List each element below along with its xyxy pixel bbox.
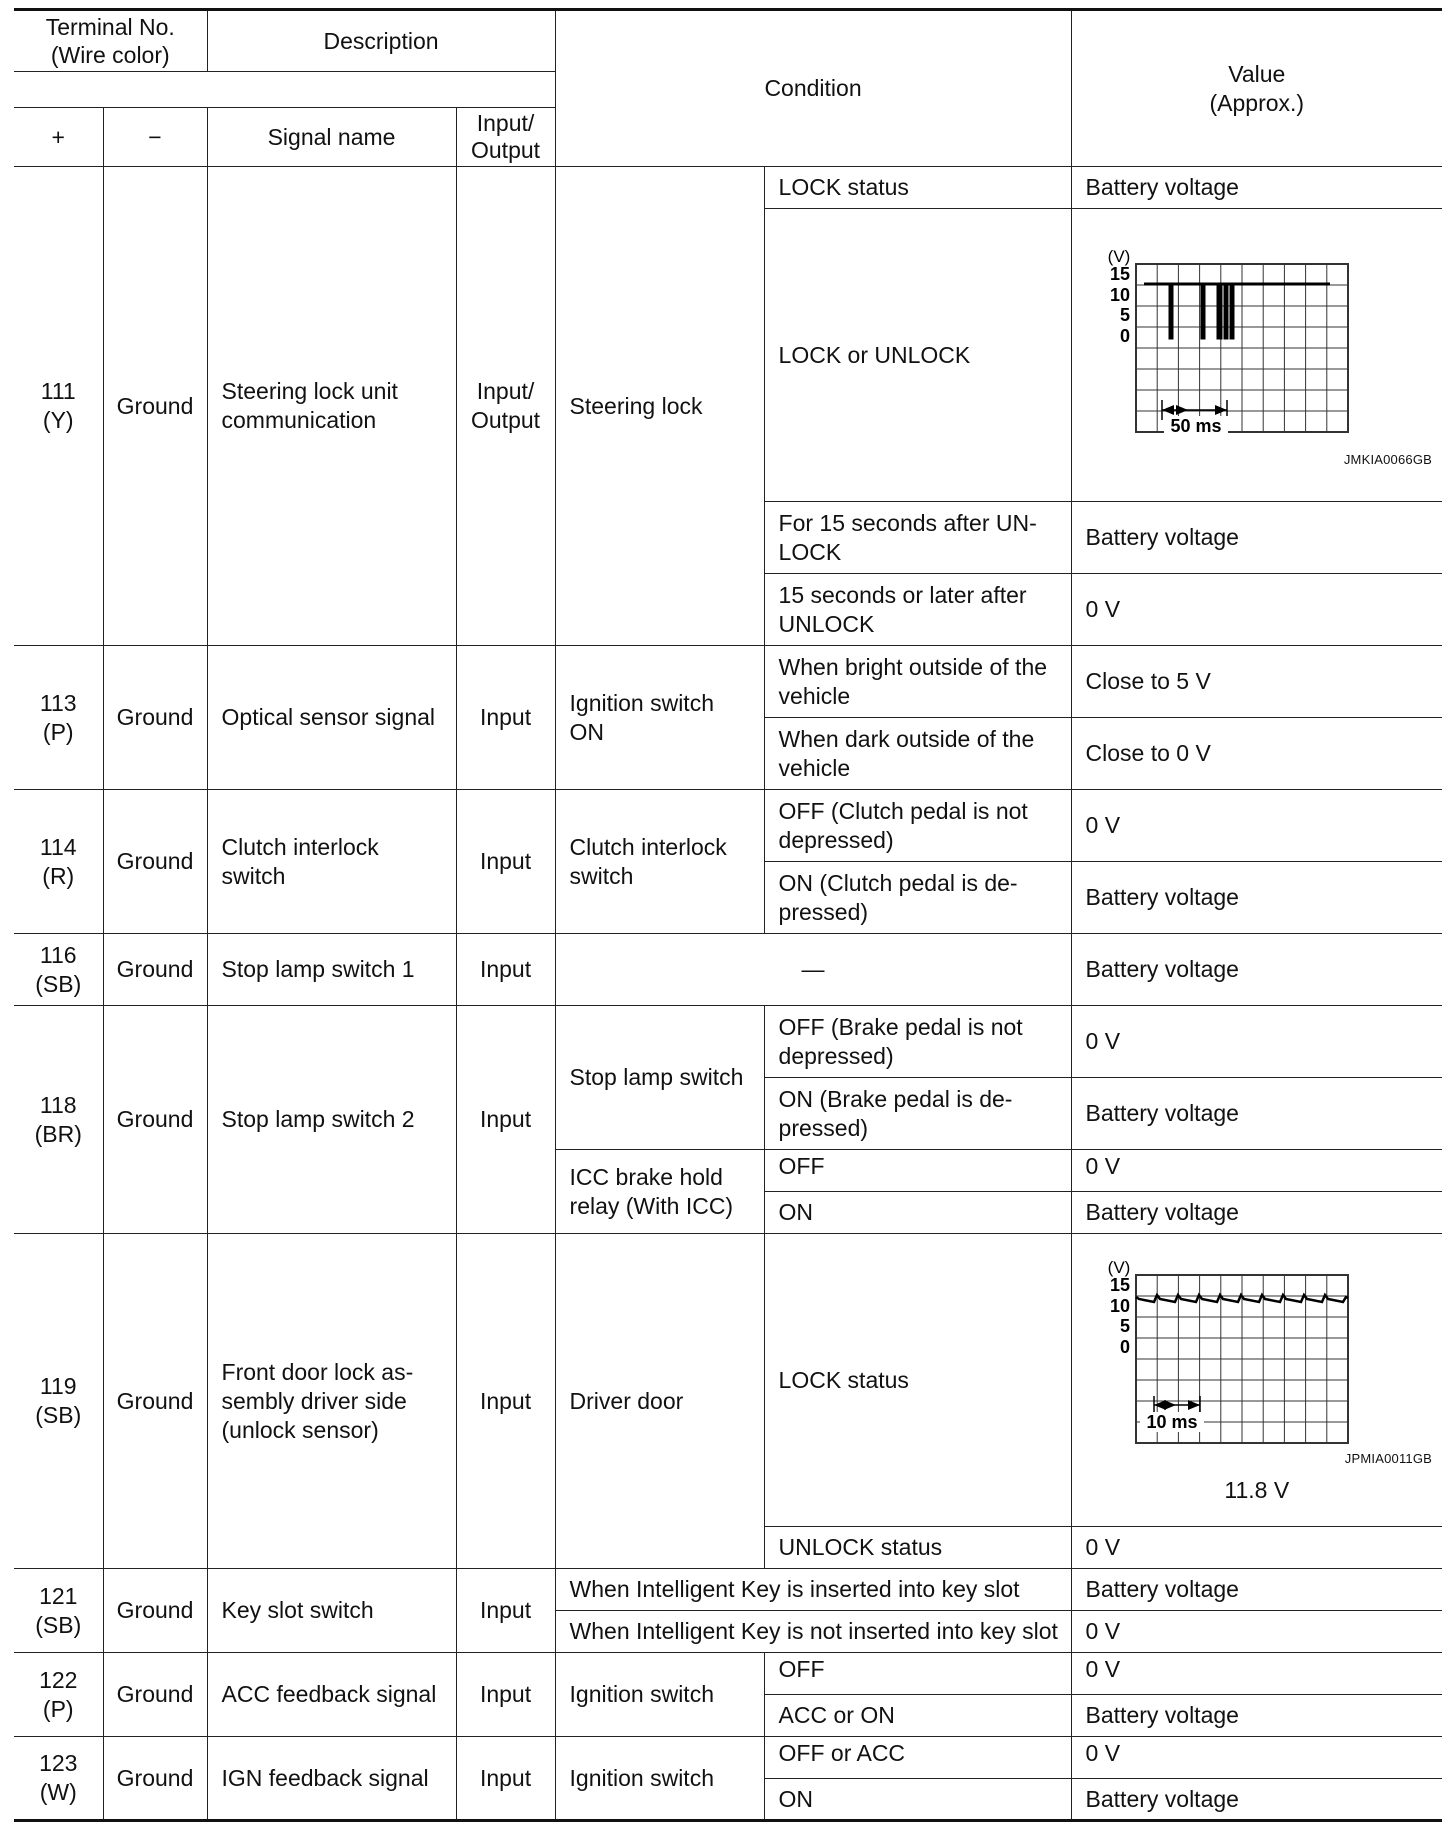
sub-condition-cell: ON (Brake pedal is de- pressed) [764,1078,1071,1150]
condition-cell: Steering lock [555,167,764,646]
ground-cell: Ground [103,1737,207,1821]
value-cell: 0 V [1071,1150,1442,1192]
header-condition: Condition [555,10,1071,167]
wave-tick: 0 [1119,1337,1130,1357]
signal-name-cell: IGN feedback signal [207,1737,456,1821]
signal-name-cell: Stop lamp switch 2 [207,1006,456,1234]
value-cell: Battery voltage [1071,1192,1442,1234]
wave-time-scale: 50 ms [1170,415,1222,436]
terminal-cell: 118 (BR) [14,1006,103,1234]
terminal-cell: 122 (P) [14,1653,103,1737]
waveform-cell [1071,209,1442,502]
waveform-chart [1092,1255,1422,1451]
sub-condition-cell: LOCK status [764,1234,1071,1527]
condition-cell: ICC brake hold relay (With ICC) [555,1150,764,1234]
header-signal-name: Signal name [207,108,456,167]
terminal-cell: 121 (SB) [14,1569,103,1653]
sub-condition-cell: ACC or ON [764,1695,1071,1737]
table-row [14,1006,1442,1078]
condition-cell: When Intelligent Key is not inserted into key slot [555,1611,1071,1653]
value-cell: 0 V [1071,574,1442,646]
value-cell: 0 V [1071,1653,1442,1695]
io-cell: Input [456,646,555,790]
wave-grid [1136,264,1348,432]
table-row [14,934,1442,1006]
value-cell: Battery voltage [1071,934,1442,1006]
signal-name-cell: Stop lamp switch 1 [207,934,456,1006]
wave-unit: (V) [1107,246,1131,266]
io-cell: Input [456,1006,555,1234]
signal-name-cell: Key slot switch [207,1569,456,1653]
wave-tick: 15 [1109,263,1130,284]
terminal-cell: 111 (Y) [14,167,103,646]
value-cell: 0 V [1071,1611,1442,1653]
condition-cell: Driver door [555,1234,764,1569]
table-row [14,790,1442,862]
waveform-cell [1071,1234,1442,1527]
value-cell: Battery voltage [1071,1695,1442,1737]
value-cell: 0 V [1071,1527,1442,1569]
signal-name-cell: Optical sensor signal [207,646,456,790]
sub-condition-cell: OFF or ACC [764,1737,1071,1779]
value-cell: Battery voltage [1071,862,1442,934]
value-cell: Battery voltage [1071,1779,1442,1821]
wave-tick: 10 [1109,1296,1130,1316]
sub-condition-cell: UNLOCK status [764,1527,1071,1569]
condition-cell: Clutch interlock switch [555,790,764,934]
ground-cell: Ground [103,646,207,790]
terminal-cell: 123 (W) [14,1737,103,1821]
ground-cell: Ground [103,1006,207,1234]
signal-name-cell: Steering lock unit communication [207,167,456,646]
ground-cell: Ground [103,1234,207,1569]
io-cell: Input/ Output [456,167,555,646]
value-cell: 0 V [1071,1006,1442,1078]
header-plus: + [14,108,103,167]
condition-cell: Stop lamp switch [555,1006,764,1150]
table-row [14,1653,1442,1695]
header-value: Value (Approx.) [1071,10,1442,167]
wave-tick: 0 [1119,325,1130,346]
header-minus: − [103,108,207,167]
terminal-spec-table [14,8,1442,1822]
sub-condition-cell: LOCK status [764,167,1071,209]
sub-condition-cell: When dark outside of the vehicle [764,718,1071,790]
condition-cell: Ignition switch [555,1653,764,1737]
sub-condition-cell: OFF [764,1653,1071,1695]
sub-condition-cell: ON (Clutch pedal is de- pressed) [764,862,1071,934]
value-cell: Battery voltage [1071,1078,1442,1150]
terminal-cell: 116 (SB) [14,934,103,1006]
sub-condition-cell: ON [764,1192,1071,1234]
io-cell: Input [456,1737,555,1821]
signal-name-cell: Clutch interlock switch [207,790,456,934]
signal-name-cell: Front door lock as- sembly driver side (unlock sensor) [207,1234,456,1569]
ground-cell: Ground [103,1653,207,1737]
figure-code: JMKIA0066GB [1343,451,1433,467]
wave-tick: 15 [1109,1275,1130,1295]
header-input-output: Input/ Output [456,108,555,167]
sub-condition-cell: OFF [764,1150,1071,1192]
io-cell: Input [456,1234,555,1569]
io-cell: Input [456,934,555,1006]
io-cell: Input [456,1569,555,1653]
condition-cell: Ignition switch [555,1737,764,1821]
ground-cell: Ground [103,167,207,646]
header-terminal: Terminal No. (Wire color) [14,10,207,72]
wave-time-scale: 10 ms [1146,1412,1198,1432]
sub-condition-cell: For 15 seconds after UN- LOCK [764,502,1071,574]
value-cell: Battery voltage [1071,167,1442,209]
terminal-cell: 114 (R) [14,790,103,934]
value-cell: Close to 0 V [1071,718,1442,790]
table-row [14,1234,1442,1527]
header-description: Description [207,10,555,72]
io-cell: Input [456,790,555,934]
wave-value-note: 11.8 V [1224,1477,1290,1503]
ground-cell: Ground [103,1569,207,1653]
wave-tick: 5 [1119,304,1130,325]
terminal-cell: 113 (P) [14,646,103,790]
value-cell: 0 V [1071,790,1442,862]
sub-condition-cell: OFF (Brake pedal is not depressed) [764,1006,1071,1078]
condition-cell: When Intelligent Key is inserted into key slot [555,1569,1071,1611]
table-row [14,646,1442,718]
sub-condition-cell: OFF (Clutch pedal is not depressed) [764,790,1071,862]
condition-cell: — [555,934,1071,1006]
table-row [14,1569,1442,1611]
figure-code: JPMIA0011GB [1344,1451,1433,1466]
wave-tick: 10 [1109,284,1130,305]
terminal-cell: 119 (SB) [14,1234,103,1569]
sub-condition-cell: ON [764,1779,1071,1821]
wave-trace [1144,284,1330,338]
wave-unit: (V) [1107,1258,1131,1277]
ground-cell: Ground [103,790,207,934]
value-cell: Close to 5 V [1071,646,1442,718]
signal-name-cell: ACC feedback signal [207,1653,456,1737]
value-cell: Battery voltage [1071,502,1442,574]
sub-condition-cell: LOCK or UNLOCK [764,209,1071,502]
value-cell: Battery voltage [1071,1569,1442,1611]
ground-cell: Ground [103,934,207,1006]
waveform-chart [1092,244,1422,452]
value-cell: 0 V [1071,1737,1442,1779]
wave-tick: 5 [1119,1316,1130,1336]
sub-condition-cell: 15 seconds or later after UNLOCK [764,574,1071,646]
sub-condition-cell: When bright outside of the vehicle [764,646,1071,718]
table-row [14,1737,1442,1779]
table-row [14,167,1442,209]
io-cell: Input [456,1653,555,1737]
condition-cell: Ignition switch ON [555,646,764,790]
